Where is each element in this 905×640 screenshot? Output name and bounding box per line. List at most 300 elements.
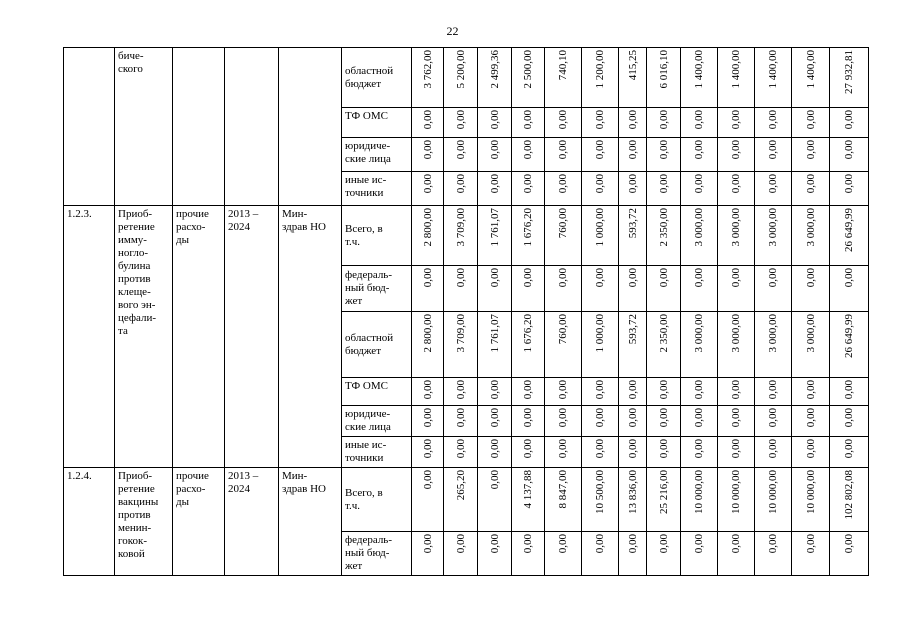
amount-value: 5 200,00 [454,50,467,89]
amount-cell [792,266,830,312]
funding-source: Всего, в т.ч. [342,468,412,532]
table-row [64,468,869,532]
amount-value: 0,00 [488,380,501,400]
amount-value: 0,00 [421,380,434,400]
amount-cell [681,48,718,108]
amount-value: 0,00 [557,140,569,160]
amount-value: 2 800,00 [421,314,434,353]
expense-type [173,48,225,206]
amount-value: 26 649,99 [843,208,855,252]
amount-cell [830,172,869,206]
amount-cell [412,48,444,108]
amount-cell [545,172,582,206]
amount-cell [478,138,512,172]
amount-value: 0,00 [626,268,639,288]
measure-code: 1.2.3. [64,206,115,468]
implementation-period: 2013 – 2024 [225,206,279,468]
amount-value: 2 350,00 [657,314,670,353]
funding-source: иные ис- точники [342,437,412,468]
amount-cell [792,378,830,406]
amount-value: 0,00 [626,174,639,194]
amount-value: 0,00 [626,534,639,554]
amount-cell [545,48,582,108]
amount-cell [792,138,830,172]
amount-cell [478,378,512,406]
amount-cell [619,437,647,468]
amount-value: 0,00 [843,408,855,428]
amount-cell [718,468,755,532]
amount-value: 0,00 [730,380,742,400]
amount-cell [478,532,512,576]
amount-value: 1 676,20 [522,314,534,353]
amount-value: 0,00 [594,268,606,288]
amount-value: 0,00 [657,534,670,554]
amount-value: 0,00 [594,380,606,400]
amount-cell [412,378,444,406]
amount-value: 0,00 [804,140,817,160]
amount-value: 0,00 [730,439,742,459]
amount-value: 0,00 [657,110,670,130]
amount-value: 3 709,00 [454,314,467,353]
amount-cell [647,468,681,532]
amount-value: 0,00 [730,408,742,428]
amount-cell [512,266,545,312]
amount-value: 8 847,00 [557,470,569,509]
amount-cell [545,406,582,437]
amount-value: 1 761,07 [488,208,501,247]
amount-cell [755,532,792,576]
amount-cell [647,437,681,468]
amount-value: 6 016,10 [657,50,670,89]
amount-cell [718,138,755,172]
amount-cell [619,172,647,206]
amount-value: 0,00 [767,534,779,554]
amount-cell [681,468,718,532]
amount-value: 0,00 [693,408,705,428]
executor: Мин- здрав НО [279,206,342,468]
amount-cell [582,378,619,406]
amount-value: 0,00 [488,268,501,288]
amount-value: 0,00 [421,174,434,194]
amount-cell [412,206,444,266]
amount-value: 0,00 [804,408,817,428]
amount-value: 0,00 [657,439,670,459]
amount-cell [582,206,619,266]
amount-cell [718,172,755,206]
amount-value: 0,00 [843,380,855,400]
amount-value: 0,00 [843,268,855,288]
amount-cell [830,48,869,108]
amount-cell [412,312,444,378]
amount-value: 0,00 [421,408,434,428]
amount-cell [545,312,582,378]
amount-value: 3 000,00 [804,314,817,353]
amount-cell [647,406,681,437]
amount-cell [619,378,647,406]
amount-value: 2 800,00 [421,208,434,247]
amount-value: 760,00 [557,314,569,345]
amount-cell [792,406,830,437]
amount-value: 26 649,99 [843,314,855,358]
amount-value: 760,00 [557,208,569,239]
amount-value: 0,00 [421,268,434,288]
amount-cell [647,532,681,576]
amount-value: 10 000,00 [804,470,817,515]
amount-value: 0,00 [522,140,534,160]
amount-value: 0,00 [454,408,467,428]
amount-value: 1 400,00 [767,50,779,89]
amount-value: 0,00 [657,140,670,160]
amount-value: 1 200,00 [594,50,606,89]
amount-cell [412,406,444,437]
amount-value: 0,00 [522,380,534,400]
amount-value: 0,00 [488,174,501,194]
amount-cell [478,468,512,532]
amount-value: 0,00 [557,380,569,400]
amount-cell [792,312,830,378]
amount-value: 0,00 [767,439,779,459]
amount-value: 3 000,00 [693,314,705,353]
funding-source: юридиче- ские лица [342,406,412,437]
amount-value: 0,00 [421,534,434,554]
amount-cell [512,468,545,532]
amount-cell [718,108,755,138]
amount-cell [647,312,681,378]
amount-value: 0,00 [730,110,742,130]
amount-value: 3 709,00 [454,208,467,247]
amount-cell [512,206,545,266]
amount-cell [582,437,619,468]
amount-cell [718,437,755,468]
amount-cell [755,437,792,468]
amount-value: 0,00 [454,174,467,194]
amount-value: 3 000,00 [693,208,705,247]
amount-value: 0,00 [421,110,434,130]
amount-cell [792,108,830,138]
amount-value: 0,00 [843,534,855,554]
amount-value: 0,00 [488,408,501,428]
amount-cell [582,406,619,437]
amount-cell [681,532,718,576]
amount-value: 0,00 [557,534,569,554]
amount-cell [582,138,619,172]
amount-cell [792,172,830,206]
amount-cell [755,312,792,378]
amount-value: 0,00 [594,408,606,428]
amount-cell [718,266,755,312]
amount-value: 0,00 [421,140,434,160]
amount-value: 0,00 [693,380,705,400]
amount-value: 3 000,00 [730,314,742,353]
amount-value: 0,00 [767,140,779,160]
amount-value: 0,00 [804,174,817,194]
amount-cell [444,172,478,206]
amount-cell [681,378,718,406]
amount-cell [830,266,869,312]
amount-cell [478,108,512,138]
amount-value: 0,00 [454,110,467,130]
amount-value: 1 400,00 [804,50,817,89]
amount-value: 0,00 [843,439,855,459]
amount-value: 0,00 [488,534,501,554]
amount-cell [755,48,792,108]
amount-cell [830,437,869,468]
amount-cell [444,108,478,138]
amount-value: 10 000,00 [730,470,742,515]
measure-code [64,48,115,206]
amount-value: 0,00 [657,268,670,288]
amount-value: 0,00 [522,110,534,130]
budget-table-body [64,48,869,576]
amount-cell [681,312,718,378]
amount-value: 0,00 [488,470,501,490]
amount-value: 0,00 [594,174,606,194]
amount-cell [582,266,619,312]
amount-cell [681,406,718,437]
amount-value: 0,00 [522,408,534,428]
amount-cell [512,138,545,172]
amount-cell [718,48,755,108]
amount-cell [512,378,545,406]
amount-cell [545,138,582,172]
amount-value: 0,00 [522,268,534,288]
amount-cell [830,406,869,437]
amount-value: 0,00 [804,380,817,400]
amount-cell [582,532,619,576]
amount-value: 0,00 [488,140,501,160]
amount-cell [444,406,478,437]
amount-cell [830,206,869,266]
amount-value: 0,00 [767,268,779,288]
amount-cell [512,48,545,108]
amount-value: 3 000,00 [804,208,817,247]
amount-cell [830,468,869,532]
amount-value: 0,00 [693,110,705,130]
amount-value: 1 400,00 [693,50,705,89]
amount-value: 0,00 [730,268,742,288]
amount-cell [582,48,619,108]
amount-cell [647,378,681,406]
measure-code: 1.2.4. [64,468,115,576]
amount-value: 3 000,00 [730,208,742,247]
measure-name: Приоб- ретение вакцины против менин- гокок- ковой [115,468,173,576]
amount-cell [681,206,718,266]
amount-cell [412,532,444,576]
amount-value: 415,25 [626,50,639,81]
amount-cell [412,266,444,312]
amount-value: 0,00 [594,140,606,160]
amount-cell [512,108,545,138]
amount-value: 0,00 [657,408,670,428]
expense-type: прочие расхо- ды [173,206,225,468]
funding-source: федераль- ный бюд- жет [342,532,412,576]
amount-cell [792,532,830,576]
amount-value: 2 499,36 [488,50,501,89]
amount-value: 0,00 [626,439,639,459]
amount-cell [512,406,545,437]
funding-source: иные ис- точники [342,172,412,206]
amount-cell [830,312,869,378]
amount-value: 27 932,81 [843,50,855,94]
amount-value: 0,00 [693,174,705,194]
amount-cell [444,48,478,108]
amount-cell [792,206,830,266]
amount-value: 0,00 [488,439,501,459]
amount-cell [755,468,792,532]
amount-value: 1 400,00 [730,50,742,89]
amount-value: 3 000,00 [767,208,779,247]
amount-value: 0,00 [557,439,569,459]
amount-cell [582,468,619,532]
amount-value: 0,00 [594,110,606,130]
amount-cell [412,437,444,468]
amount-cell [792,437,830,468]
executor [279,48,342,206]
amount-cell [444,532,478,576]
amount-value: 1 000,00 [594,208,606,247]
funding-source: федераль- ный бюд- жет [342,266,412,312]
amount-cell [478,437,512,468]
amount-value: 0,00 [626,408,639,428]
amount-cell [755,266,792,312]
amount-value: 10 000,00 [693,470,705,515]
amount-cell [444,138,478,172]
amount-cell [512,312,545,378]
amount-cell [545,378,582,406]
amount-value: 0,00 [767,408,779,428]
amount-value: 0,00 [843,140,855,160]
amount-value: 4 137,88 [522,470,534,509]
amount-cell [412,108,444,138]
amount-cell [412,138,444,172]
implementation-period [225,48,279,206]
funding-source: юридиче- ские лица [342,138,412,172]
amount-value: 3 762,00 [421,50,434,89]
amount-cell [582,172,619,206]
amount-cell [512,437,545,468]
amount-cell [647,266,681,312]
amount-value: 0,00 [488,110,501,130]
amount-value: 1 761,07 [488,314,501,353]
amount-value: 0,00 [626,380,639,400]
amount-value: 0,00 [843,174,855,194]
amount-value: 0,00 [522,534,534,554]
amount-cell [478,312,512,378]
amount-value: 0,00 [522,439,534,459]
amount-cell [647,108,681,138]
amount-value: 0,00 [767,174,779,194]
amount-value: 0,00 [657,380,670,400]
amount-value: 0,00 [557,174,569,194]
amount-cell [681,266,718,312]
amount-cell [619,108,647,138]
implementation-period: 2013 – 2024 [225,468,279,576]
amount-value: 265,20 [454,470,467,501]
amount-value: 0,00 [454,439,467,459]
expense-type: прочие расхо- ды [173,468,225,576]
amount-value: 0,00 [594,534,606,554]
amount-value: 0,00 [557,268,569,288]
amount-value: 0,00 [594,439,606,459]
amount-value: 0,00 [522,174,534,194]
amount-value: 0,00 [557,110,569,130]
amount-cell [444,378,478,406]
amount-value: 0,00 [730,174,742,194]
amount-value: 2 500,00 [522,50,534,89]
measure-name: биче- ского [115,48,173,206]
amount-value: 0,00 [454,534,467,554]
amount-cell [512,172,545,206]
amount-cell [619,48,647,108]
amount-value: 0,00 [454,380,467,400]
amount-value: 0,00 [843,110,855,130]
amount-cell [647,48,681,108]
amount-value: 0,00 [626,110,639,130]
amount-cell [478,206,512,266]
amount-cell [647,138,681,172]
amount-value: 25 216,00 [657,470,670,515]
amount-cell [478,266,512,312]
amount-cell [755,406,792,437]
amount-cell [718,378,755,406]
amount-cell [830,532,869,576]
amount-value: 0,00 [804,439,817,459]
amount-value: 0,00 [454,268,467,288]
amount-cell [444,468,478,532]
amount-cell [830,108,869,138]
funding-source: ТФ ОМС [342,108,412,138]
amount-value: 0,00 [421,470,434,490]
amount-cell [718,206,755,266]
executor: Мин- здрав НО [279,468,342,576]
amount-cell [444,206,478,266]
amount-value: 593,72 [626,314,639,345]
budget-table [63,47,869,576]
amount-value: 0,00 [693,439,705,459]
amount-cell [512,532,545,576]
amount-cell [718,532,755,576]
amount-cell [582,312,619,378]
amount-value: 0,00 [730,534,742,554]
amount-cell [412,172,444,206]
amount-value: 1 676,20 [522,208,534,247]
amount-value: 0,00 [421,439,434,459]
amount-cell [478,172,512,206]
amount-value: 0,00 [454,140,467,160]
amount-value: 0,00 [804,268,817,288]
amount-cell [681,138,718,172]
amount-cell [619,406,647,437]
page-number: 22 [446,24,459,38]
amount-value: 0,00 [767,380,779,400]
amount-cell [545,108,582,138]
amount-value: 2 350,00 [657,208,670,247]
amount-value: 0,00 [657,174,670,194]
amount-cell [619,312,647,378]
amount-value: 0,00 [557,408,569,428]
amount-value: 102 802,08 [843,470,855,520]
amount-value: 0,00 [730,140,742,160]
amount-cell [545,266,582,312]
amount-cell [412,468,444,532]
measure-name: Приоб- ретение имму- ногло- булина против клеще- вого эн- цефали- та [115,206,173,468]
amount-cell [647,172,681,206]
amount-cell [830,378,869,406]
funding-source: ТФ ОМС [342,378,412,406]
amount-cell [792,48,830,108]
amount-cell [755,378,792,406]
amount-cell [681,172,718,206]
